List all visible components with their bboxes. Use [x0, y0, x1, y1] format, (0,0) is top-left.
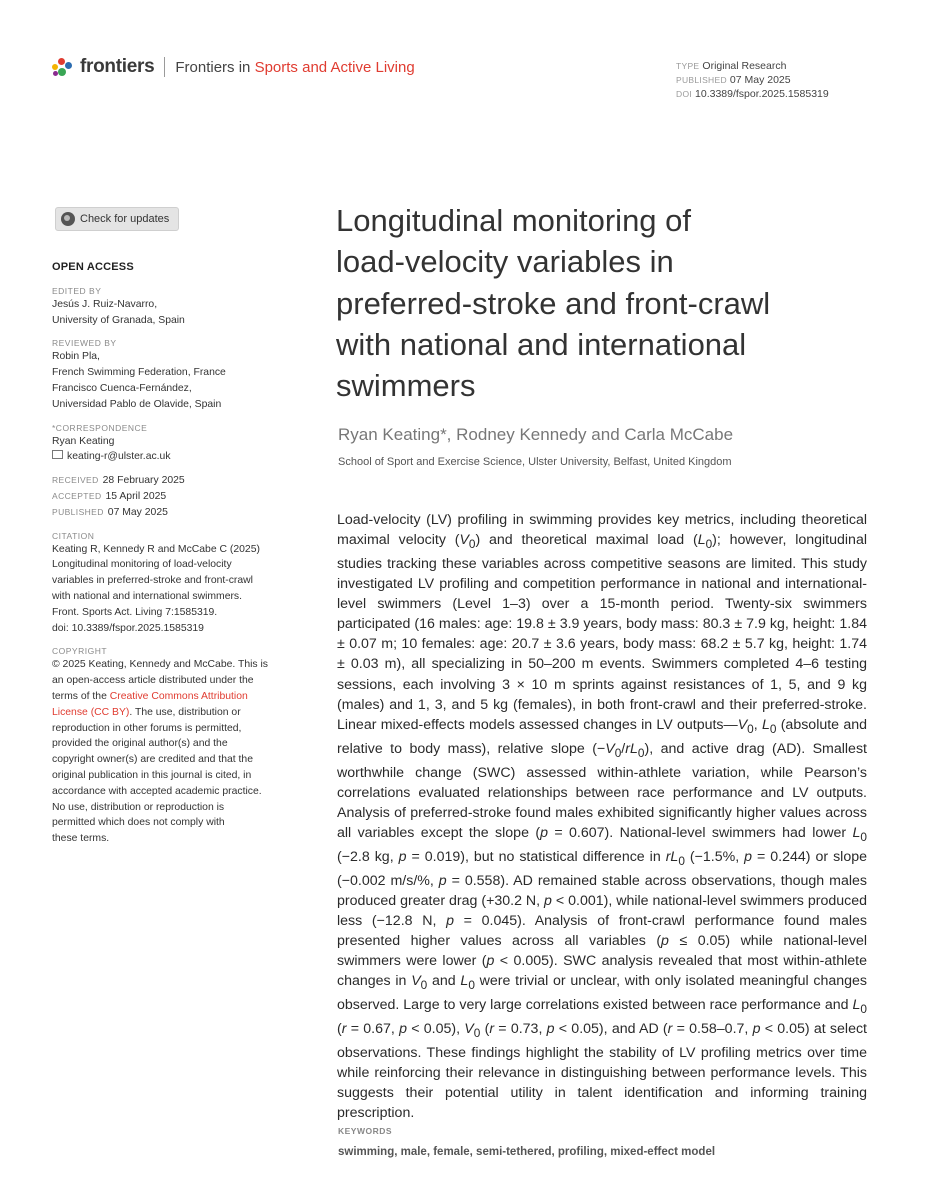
received-date: 28 February 2025 [102, 475, 185, 487]
frontiers-logo-icon [52, 56, 74, 78]
doi-value[interactable]: 10.3389/fspor.2025.1585319 [695, 88, 829, 100]
copyright-line: No use, distribution or reproduction is [52, 801, 225, 813]
article-meta [676, 59, 829, 101]
title-line: load-velocity variables in [336, 244, 674, 280]
journal-section: Sports and Active Living [254, 58, 415, 76]
edited-by-label: EDITED BY [52, 285, 102, 296]
article-title [336, 200, 896, 406]
copyright-line: an open-access article distributed under the [52, 675, 254, 687]
published-date-row [52, 505, 292, 521]
received-row [52, 473, 292, 489]
accepted-date: 15 April 2025 [105, 490, 167, 502]
accepted-row [52, 489, 292, 505]
title-line: preferred-stroke and front-crawl [336, 285, 771, 321]
copyright-line: copyright owner(s) are credited and that the [52, 754, 253, 766]
copyright-text: . The use, distribution or [129, 706, 241, 718]
type-label: TYPE [676, 61, 700, 71]
citation-line: variables in preferred-stroke and front-crawl [52, 575, 253, 587]
title-line: Longitudinal monitoring of [336, 203, 692, 238]
copyright-line: reproduction in other forums is permitted, [52, 722, 242, 734]
article-type-row [676, 59, 829, 73]
published-date-label: PUBLISHED [52, 506, 104, 517]
correspondence-name: Ryan Keating [52, 435, 115, 447]
editor-affiliation: University of Granada, Spain [52, 314, 185, 326]
keywords-label: KEYWORDS [338, 1126, 393, 1136]
citation-line: doi: 10.3389/fspor.2025.1585319 [52, 622, 204, 634]
correspondence-email-row[interactable] [52, 449, 292, 465]
cc-license-link[interactable]: Creative Commons Attribution [109, 690, 248, 702]
citation-label: CITATION [52, 530, 95, 541]
copyright-text: terms of the [52, 690, 110, 702]
email-icon [52, 450, 63, 459]
reviewer-affiliation: French Swimming Federation, France [52, 367, 226, 379]
open-access-label: OPEN ACCESS [52, 261, 134, 273]
author-affiliation: School of Sport and Exercise Science, Ulster University, Belfast, United Kingdom [338, 456, 732, 468]
copyright-line: these terms. [52, 833, 110, 845]
keywords-list: swimming, male, female, semi-tethered, profiling, mixed-effect model [338, 1146, 716, 1158]
title-line: with national and international [336, 326, 747, 362]
copyright-line: provided the original author(s) and the [52, 738, 228, 750]
refresh-icon [61, 212, 75, 226]
copyright-line: permitted which does not comply with [52, 817, 225, 829]
author-list: Ryan Keating*, Rodney Kennedy and Carla McCabe [338, 425, 734, 444]
copyright-label: COPYRIGHT [52, 646, 108, 657]
doi-label: DOI [676, 89, 693, 99]
citation-line: with national and international swimmers. [52, 590, 243, 602]
reviewer-name: Francisco Cuenca-Fernández, [52, 382, 192, 394]
copyright-line: original publication in this journal is cited, in [52, 769, 252, 781]
check-for-updates-label: Check for updates [80, 213, 170, 225]
accepted-label: ACCEPTED [52, 490, 102, 501]
reviewed-by-label: REVIEWED BY [52, 338, 117, 349]
copyright-line [52, 689, 292, 705]
frontiers-logo[interactable] [52, 56, 415, 78]
journal-name [175, 59, 414, 76]
reviewer-affiliation: Universidad Pablo de Olavide, Spain [52, 398, 222, 410]
journal-prefix: Frontiers in [175, 58, 255, 76]
correspondence-email[interactable]: keating-r@ulster.ac.uk [67, 451, 171, 463]
citation-line: Longitudinal monitoring of load-velocity [52, 559, 232, 571]
title-line: swimmers [336, 368, 476, 404]
copyright-line [52, 705, 292, 721]
published-date: 07 May 2025 [107, 506, 168, 518]
published-value: 07 May 2025 [729, 74, 791, 86]
reviewer-name: Robin Pla, [52, 351, 100, 363]
check-for-updates-button[interactable] [55, 207, 179, 231]
article-sidebar [52, 260, 292, 847]
citation-line: Front. Sports Act. Living 7:1585319. [52, 606, 218, 618]
received-label: RECEIVED [52, 475, 99, 486]
citation-line: Keating R, Kennedy R and McCabe C (2025) [52, 543, 260, 555]
correspondence-label: *CORRESPONDENCE [52, 422, 148, 433]
header-divider [164, 57, 165, 77]
cc-license-link[interactable]: License (CC BY) [52, 706, 130, 718]
type-value: Original Research [702, 60, 787, 72]
brand-name: frontiers [80, 56, 155, 77]
copyright-line: © 2025 Keating, Kennedy and McCabe. This is [52, 659, 268, 671]
editor-name: Jesús J. Ruiz-Navarro, [52, 298, 158, 310]
published-label: PUBLISHED [676, 75, 727, 85]
abstract: Load-velocity (LV) profiling in swimming provides key metrics, including theoretical maximal velocity $(V_0)$ and theoretical maximal load $(L_0)$; however, longitudinal studies tracking these variables across competitive seasons are limited. This study investigated LV profiling and competition performance in national and international-level swimmers (Level 1–3) over a 15-month period. Twenty-six swimmers participated (16 males: age: 19.8 ± 3.9 years, body mass: 80.3 ± 7.9 kg, height: 1.84 ± 0.07 m; 10 females: age: 20.7 ± 3.6 years, body mass: 68.2 ± 5.7 kg, height: 1.74 ± 0.03 m), all specializing in 50–200 m events. Swimmers completed 4–6 testing sessions, each involving 3 × 10 m sprints against resistances of 1, 5, and 9 kg (males) and 1, 3, and 5 kg (females), in both front-crawl and their preferred-stroke. Linear mixed-effects models assessed changes in LV $outputs—V_0$, $L_0$ (absolute and relative to body mass), relative slope $(-V_0/rL_0)$, and active drag (AD). Smallest worthwhile change (SWC) assessed within-athlete variation, while Pearson’s correlations evaluated relationships between race performance and LV outputs. Analysis of preferred-stroke found males exhibited significantly higher values across all variables except the slope (p = 0.607). National-level swimmers had lower $L_0$ (−2.8 kg, p = 0.019), but no statistical difference in $rL_0$ (−1.5%, p = 0.244) or slope (−0.002 m/s/%, p = 0.558). AD remained stable across observations, though males produced greater drag (+30.2 N, p < 0.001), while national-level swimmers produced less (−12.8 N, p = 0.045). Analysis of front-crawl performance found males presented higher values across all variables (p ≤ 0.05) while national-level swimmers were lower (p < 0.005). SWC analysis revealed that most within-athlete changes in $V_0$ and $L_0$ were trivial or unclear, with only isolated meaningful changes observed. Large to very large correlations existed between race performance and $L_0$ (r = 0.67, p < 0.05), $V_0$ (r = 0.73, p < 0.05), and AD (r = 0.58–0.7, p < 0.05) at select observations. These findings highlight the stability of LV profiling metrics over time while reinforcing their relevance in distinguishing between performance levels. This suggests their potential utility in talent identification and informing training prescription. [337, 512, 867, 1122]
copyright-line: accordance with accepted academic practice. [52, 785, 262, 797]
published-row [676, 73, 829, 87]
doi-row[interactable] [676, 87, 829, 101]
